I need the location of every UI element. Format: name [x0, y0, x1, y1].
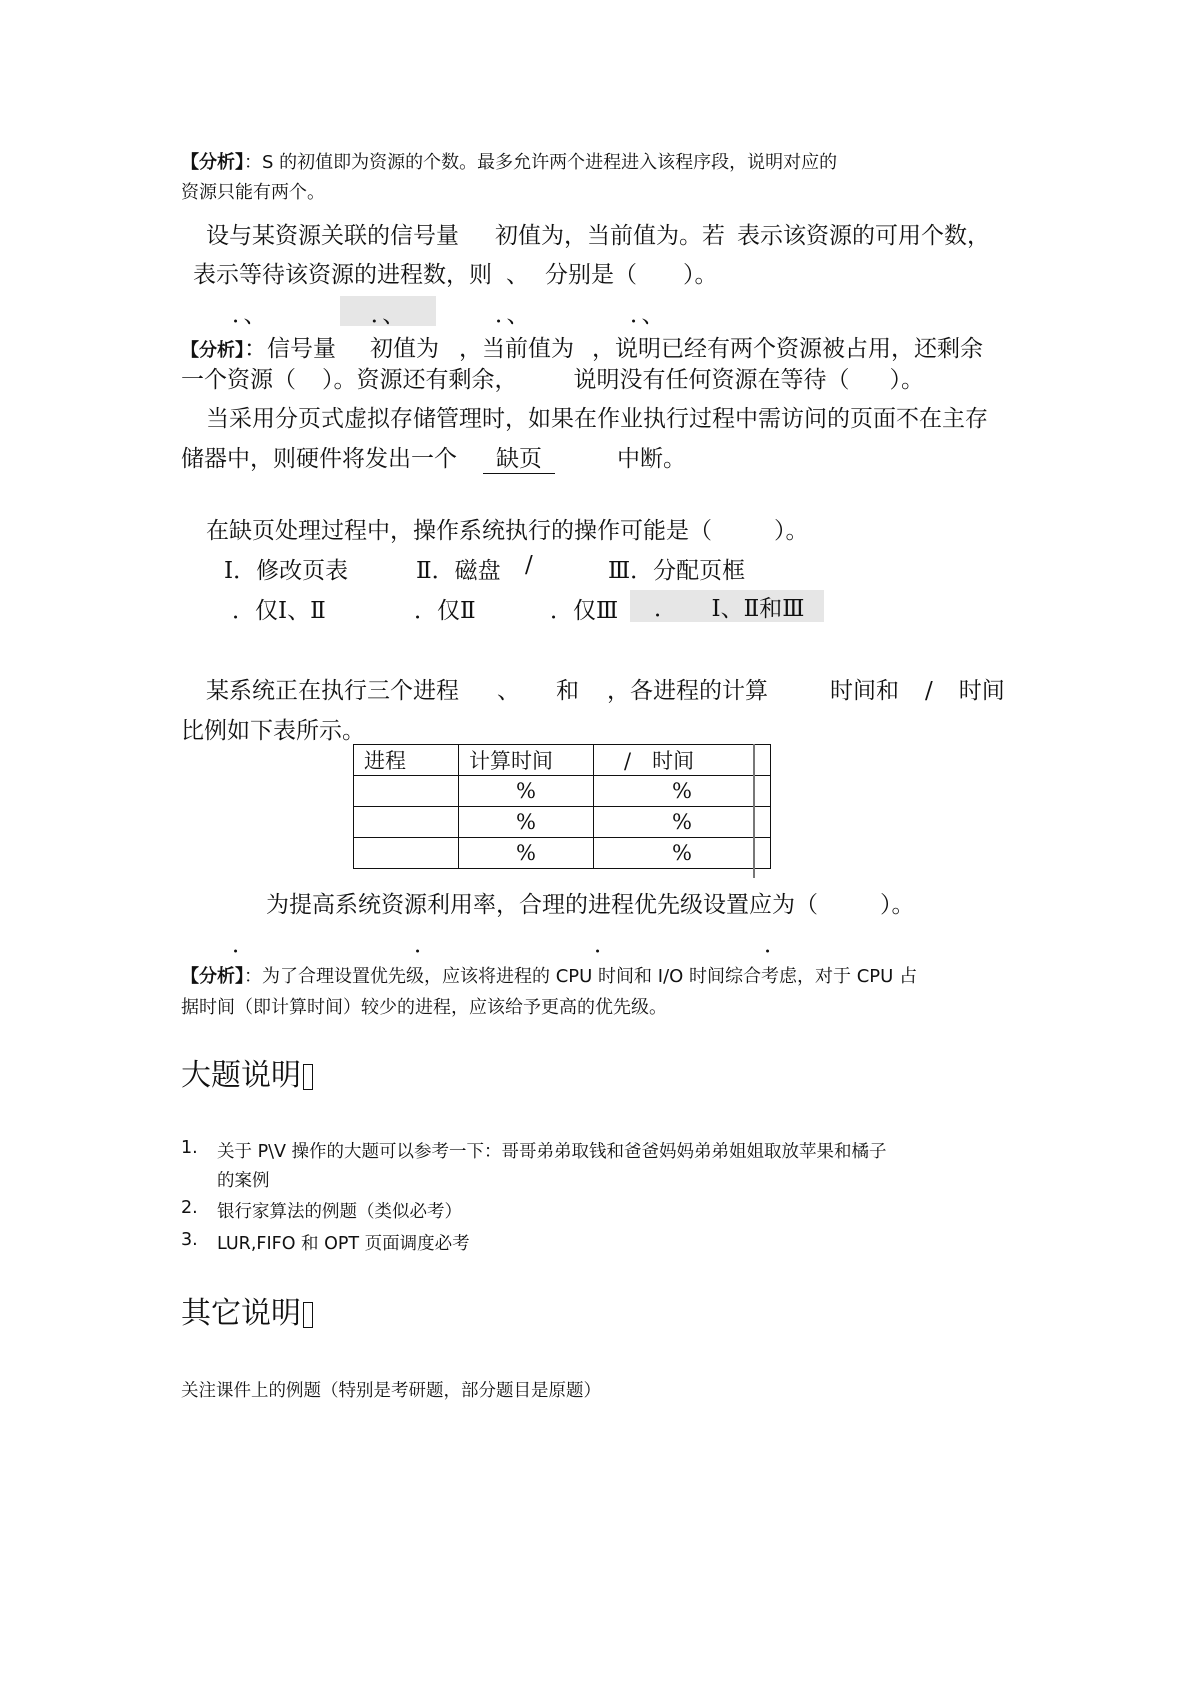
q3-answer: 缺页: [483, 440, 555, 474]
list-item-1-line2: 的案例: [217, 1171, 270, 1191]
q5-analysis-line1: 【分析】：为了合理设置优先级，应该将进程的 CPU 时间和 I/O 时间综合考虑，对于 CPU 占: [181, 966, 918, 987]
table-header: / 时间: [594, 745, 771, 776]
table-cell: %: [459, 807, 594, 838]
missing-glyph-icon: [303, 1064, 313, 1090]
q5-question: 为提高系统资源利用率，合理的进程优先级设置应为（ ）。: [266, 892, 915, 918]
list-item-3-line1: LUR,FIFO 和 OPT 页面调度必考: [217, 1234, 470, 1254]
q5-option-d: ．: [764, 932, 787, 958]
analysis-tag: 【分析】: [181, 966, 244, 987]
process-table: [353, 744, 771, 869]
q3-line2: 储器中，则硬件将发出一个 缺页 中断。: [181, 440, 686, 474]
table-cell: %: [594, 807, 771, 838]
table-row: [354, 807, 771, 838]
q4-option-d: ． Ⅰ、Ⅱ和Ⅲ: [630, 590, 824, 622]
list-item-2-line1: 银行家算法的例题（类似必考）: [217, 1202, 462, 1222]
table-cell: %: [594, 776, 771, 807]
section-other-text: 关注课件上的例题（特别是考研题，部分题目是原题）: [181, 1381, 601, 1401]
q4-stem: 在缺页处理过程中，操作系统执行的操作可能是（ ）。: [206, 518, 809, 544]
table-cell: %: [594, 838, 771, 869]
q4-option-b: ．仅Ⅱ: [414, 598, 476, 624]
q2-option-b: ．、: [340, 296, 436, 326]
q4-item-2-slash: /: [525, 552, 533, 578]
table-row: [354, 776, 771, 807]
q4-option-a: ．仅Ⅰ、Ⅱ: [232, 598, 326, 624]
q4-item-2: Ⅱ．磁盘: [416, 558, 501, 584]
table-row: [354, 838, 771, 869]
q5-option-a: ．: [232, 932, 255, 958]
analysis-tag: 【分析】: [181, 340, 244, 361]
table-header: 进程: [354, 745, 459, 776]
table-header-row: [354, 745, 771, 776]
q2-stem-line1: 设与某资源关联的信号量 初值为，当前值为。若 表示该资源的可用个数，: [206, 223, 990, 249]
q4-item-3: Ⅲ．分配页框: [608, 558, 746, 584]
q1-analysis-line2: 资源只能有两个。: [181, 182, 325, 203]
list-item-1-num: 1.: [181, 1138, 198, 1158]
table-shadow: [753, 744, 755, 878]
q5-stem-line2: 比例如下表所示。: [181, 718, 365, 744]
table-cell: %: [459, 776, 594, 807]
section-heading-other: 其它说明: [181, 1288, 313, 1332]
q1-analysis-line1: 【分析】：S 的初值即为资源的个数。最多允许两个进程进入该程序段，说明对应的: [181, 152, 838, 173]
table-cell: [354, 776, 459, 807]
analysis-tag: 【分析】: [181, 152, 244, 173]
section-heading-big: 大题说明: [181, 1050, 313, 1094]
table-cell: %: [459, 838, 594, 869]
missing-glyph-icon: [303, 1302, 313, 1328]
list-item-2-num: 2.: [181, 1198, 198, 1218]
q2-option-a: ．、: [232, 302, 267, 328]
q5-option-b: ．: [414, 932, 437, 958]
q5-option-c: ．: [594, 932, 617, 958]
list-item-1-line1: 关于 P\V 操作的大题可以参考一下：哥哥弟弟取钱和爸爸妈妈弟弟姐姐取放苹果和橘子: [217, 1142, 887, 1162]
list-item-3-num: 3.: [181, 1230, 198, 1250]
q2-analysis-line2: 一个资源（ ）。资源还有剩余， 说明没有任何资源在等待（ ）。: [181, 367, 924, 393]
q4-item-1: Ⅰ．修改页表: [224, 558, 349, 584]
q2-stem-line2: 表示等待该资源的进程数，则 、 分别是（ ）。: [193, 262, 718, 288]
q3-line1: 当采用分页式虚拟存储管理时，如果在作业执行过程中需访问的页面不在主存: [206, 406, 988, 432]
q5-stem-line1: 某系统正在执行三个进程 、 和 ，各进程的计算 时间和 / 时间: [206, 678, 1005, 704]
q4-option-c: ．仅Ⅲ: [550, 598, 619, 624]
q5-analysis-line2: 据时间（即计算时间）较少的进程，应该给予更高的优先级。: [181, 997, 667, 1018]
table-cell: [354, 807, 459, 838]
table-header: 计算时间: [459, 745, 594, 776]
table-cell: [354, 838, 459, 869]
q2-option-d: ．、: [630, 302, 665, 328]
q2-option-c: ．、: [495, 302, 530, 328]
q2-analysis-line1: 【分析】：信号量 初值为 ，当前值为 ，说明已经有两个资源被占用，还剩余: [181, 336, 983, 362]
